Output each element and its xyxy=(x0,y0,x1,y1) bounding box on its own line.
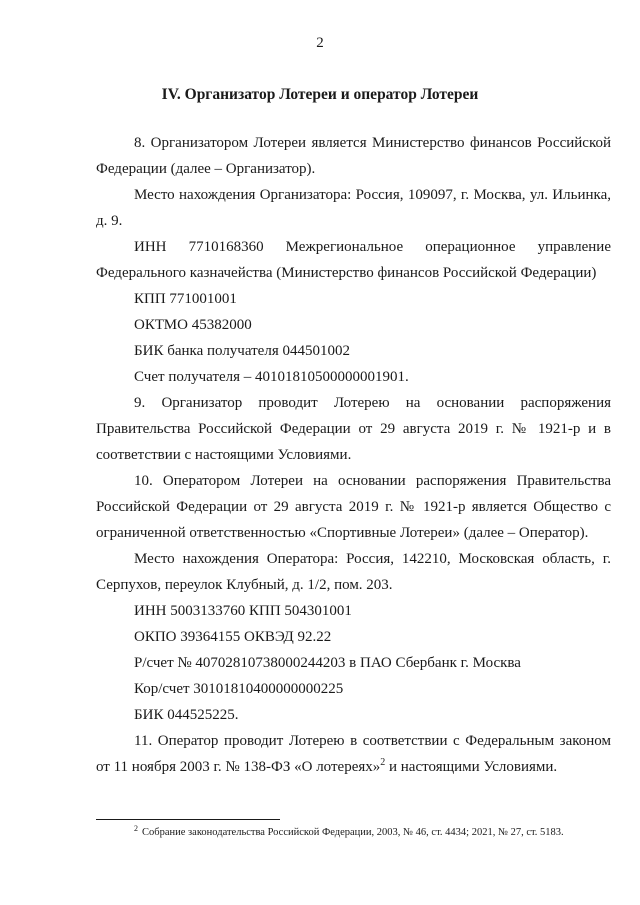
footnote-divider xyxy=(96,819,280,820)
paragraph-8: 8. Организатором Лотереи является Министерство финансов Российской Федерации (далее – Организатор). xyxy=(96,135,611,177)
organizer-oktmo: ОКТМО 45382000 xyxy=(134,317,252,333)
footnote-reference: 2 xyxy=(380,757,386,768)
body-text xyxy=(96,130,611,780)
operator-correspondent-account: Кор/счет 30101810400000000225 xyxy=(134,681,344,697)
operator-bik: БИК 044525225. xyxy=(134,707,239,723)
footnote-text: Собрание законодательства Российской Федерации, 2003, № 46, ст. 4434; 2021, № 27, ст. 5183. xyxy=(142,827,564,838)
paragraph-10: 10. Оператором Лотереи на основании распоряжения Правительства Российской Федерации от 29 августа 2019 г. № 1921-р является Общество с ограниченной ответственностью «Спортивные Лотереи» (далее – Оператор). xyxy=(96,473,611,541)
footnote xyxy=(134,823,614,840)
paragraph-9: 9. Организатор проводит Лотерею на основании распоряжения Правительства Российской Федерации от 29 августа 2019 г. № 1921-р и в соответствии с настоящими Условиями. xyxy=(96,395,611,463)
operator-settlement-account: Р/счет № 40702810738000244203 в ПАО Сбербанк г. Москва xyxy=(134,655,521,671)
organizer-bik: БИК банка получателя 044501002 xyxy=(134,343,350,359)
organizer-kpp: КПП 771001001 xyxy=(134,291,237,307)
section-heading: IV. Организатор Лотереи и оператор Лотереи xyxy=(161,86,479,103)
paragraph-11-text: 11. Оператор проводит Лотерею в соответствии с Федеральным законом от 11 ноября 2003 г. № 138-ФЗ «О лотереях» xyxy=(96,733,611,775)
operator-inn-kpp: ИНН 5003133760 КПП 504301001 xyxy=(134,603,352,619)
paragraph-11-ending: и настоящими Условиями. xyxy=(385,759,558,775)
organizer-account: Счет получателя – 40101810500000001901. xyxy=(134,369,409,385)
page-number: 2 xyxy=(316,35,324,51)
footnote-mark: 2 xyxy=(134,823,138,833)
organizer-address: Место нахождения Организатора: Россия, 109097, г. Москва, ул. Ильинка, д. 9. xyxy=(96,187,611,229)
paragraph-11 xyxy=(96,728,611,780)
operator-okpo-okved: ОКПО 39364155 ОКВЭД 92.22 xyxy=(134,629,332,645)
operator-address: Место нахождения Оператора: Россия, 142210, Московская область, г. Серпухов, переулок Клубный, д. 1/2, пом. 203. xyxy=(96,551,611,593)
organizer-inn: ИНН 7710168360 Межрегиональное операционное управление Федерального казначейства (Министерство финансов Российской Федерации) xyxy=(96,239,611,281)
